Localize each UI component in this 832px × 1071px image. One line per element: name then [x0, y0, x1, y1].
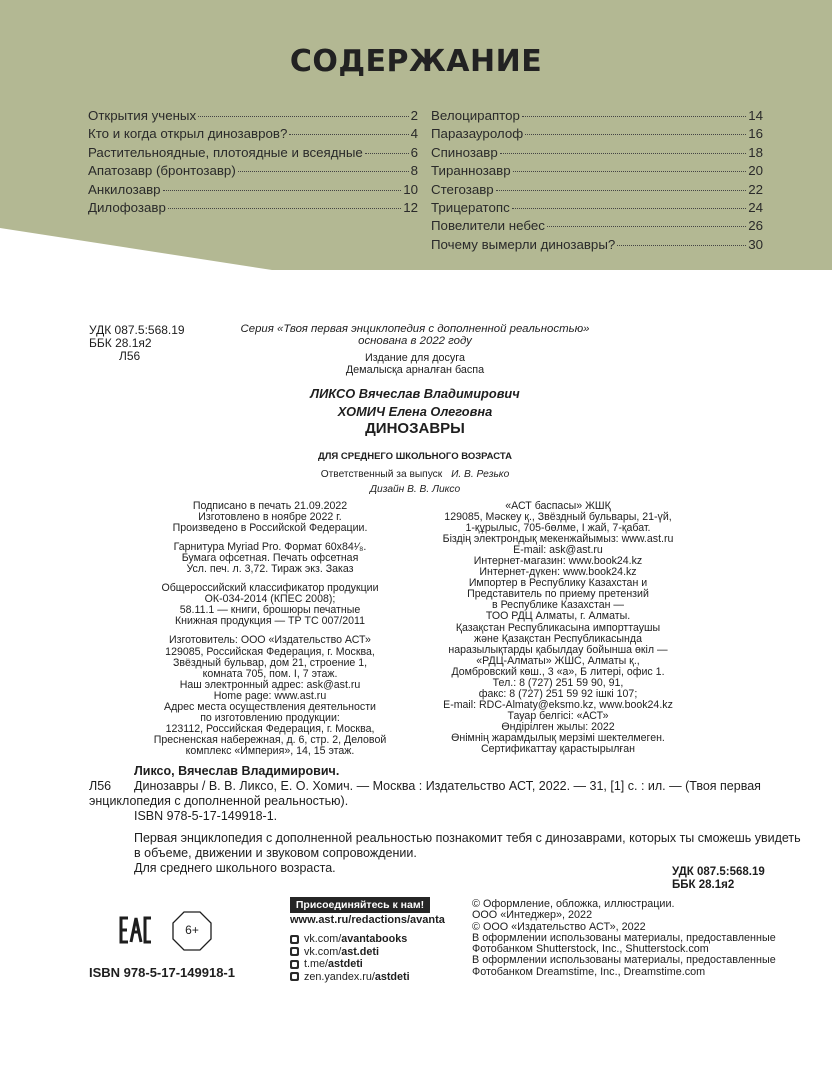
toc-entry-page: 16 [748, 126, 763, 142]
toc-entry-page: 6 [410, 144, 418, 160]
copyright-line: В оформлении использованы материалы, предоставленные [472, 931, 776, 944]
imprint-line: Наш электронный адрес: ask@ast.ru [179, 678, 361, 691]
author-1: ЛИКСО Вячеслав Владимирович [310, 386, 520, 401]
classification-block [89, 324, 185, 363]
imprint-line: Звёздный бульвар, дом 21, строение 1, [172, 656, 368, 669]
imprint-kz-line: Домбровский көш., 3 «а», Б литері, офис 1. [451, 665, 665, 678]
toc-entry-title: Велоцираптор [431, 108, 520, 123]
author-2: ХОМИЧ Елена Олеговна [337, 404, 493, 419]
responsible-editor [250, 467, 580, 482]
toc-entry-title: Апатозавр (бронтозавр) [88, 163, 236, 179]
series-line-2: основана в 2022 году [358, 335, 472, 348]
copyright-block [472, 898, 776, 978]
imprint-kz-line: Біздің электрондық мекенжайымыз: www.ast.ru [442, 533, 674, 546]
imprint-kz-line: 1-құрылыс, 705-бөлме, I жай, 7-қабат. [465, 522, 651, 535]
card-annotation-cont: в объеме, движении и звуковом сопровождении. [134, 846, 417, 860]
toc-entry-page: 2 [410, 108, 418, 123]
design-credit: Дизайн В. В. Ликсо [369, 484, 461, 495]
toc-leader-dots [168, 208, 401, 209]
toc-leader-dots [513, 171, 747, 172]
imprint-kz-line: наразылықтарды қабылдау бойынша өкіл — [448, 643, 668, 656]
toc-entry[interactable] [431, 218, 763, 236]
imprint-line: 129085, Российская Федерация, г. Москва, [165, 645, 375, 658]
toc-entry[interactable] [431, 126, 763, 144]
toc-entry[interactable] [431, 182, 763, 200]
toc-entry[interactable] [431, 108, 763, 126]
imprint-line: Книжная продукция — ТР ТС 007/2011 [175, 615, 365, 628]
telegram-icon [290, 960, 299, 969]
card-description-cont: энциклопедия с дополненной реальностью). [89, 794, 349, 808]
series-note [200, 323, 630, 347]
card-author: Ликсо, Вячеслав Владимирович. [134, 764, 340, 778]
card-description: Динозавры / В. В. Ликсо, Е. О. Хомич. — Москва : Издательство АСТ, 2022. — 31, [1] с. : ил. — (Твоя первая [134, 779, 761, 793]
toc-entry[interactable] [88, 163, 418, 181]
author-sign: Л56 [119, 349, 141, 363]
toc-left-column [88, 108, 418, 218]
toc-entry-page: 12 [403, 199, 418, 215]
social-link[interactable] [290, 946, 379, 958]
age-rating-label: 6+ [185, 923, 199, 937]
toc-leader-dots [512, 208, 746, 209]
toc-entry-page: 10 [403, 181, 418, 197]
authors-block [250, 385, 580, 421]
toc-entry[interactable] [431, 200, 763, 218]
copyright-line: © ООО «Издательство АСТ», 2022 [472, 920, 646, 933]
copyright-line: Фотобанком Shutterstock, Inc., Shutterstock.com [472, 943, 709, 956]
copyright-line: Фотобанком Dreamstime, Inc., Dreamstime.com [472, 965, 706, 978]
imprint-line: Общероссийский классификатор продукции [161, 582, 379, 595]
toc-entry[interactable] [88, 182, 418, 200]
toc-entry[interactable] [88, 200, 418, 218]
social-link-prefix: t.me/ [304, 958, 328, 970]
toc-entry-page: 20 [748, 163, 763, 179]
imprint-line: 58.11.1 — книги, брошюры печатные [179, 604, 361, 617]
toc-entry-page: 14 [748, 108, 763, 123]
catalog-card [89, 764, 801, 876]
social-link[interactable] [290, 971, 410, 983]
toc-entry-title: Спинозавр [431, 144, 498, 160]
edition-kz: Демалысқа арналған баспа [345, 364, 485, 377]
vk-icon [290, 947, 299, 956]
age-group: ДЛЯ СРЕДНЕГО ШКОЛЬНОГО ВОЗРАСТА [318, 451, 512, 462]
imprint-line: по изготовлению продукции: [200, 711, 340, 724]
imprint-line: Изготовлено в ноябре 2022 г. [198, 511, 342, 524]
toc-leader-dots [522, 116, 746, 117]
toc-leader-dots [525, 134, 746, 135]
toc-entry-title: Почему вымерли динозавры? [431, 236, 616, 252]
social-link-prefix: vk.com/ [304, 933, 342, 945]
toc-entry-title: Тираннозавр [431, 163, 511, 179]
toc-leader-dots [289, 134, 408, 135]
udk-code: УДК 087.5:568.19 [89, 323, 185, 337]
toc-entry-title: Растительноядные, плотоядные и всеядные [88, 144, 363, 160]
edition-ru: Издание для досуга [364, 352, 466, 364]
toc-entry[interactable] [431, 237, 763, 255]
toc-leader-dots [500, 153, 746, 154]
toc-leader-dots [547, 226, 746, 227]
toc-entry[interactable] [88, 126, 418, 144]
toc-entry-page: 24 [748, 199, 763, 215]
editor-label: Ответственный за выпуск [320, 469, 443, 480]
imprint-right [438, 501, 678, 755]
toc-leader-dots [163, 190, 402, 191]
imprint-kz-line: Сертификаттау қарастырылған [480, 743, 636, 756]
imprint-kz-line: факс: 8 (727) 251 59 92 ішкі 107; [478, 687, 638, 700]
copyright-line: ООО «Интеджер», 2022 [472, 909, 593, 922]
social-link-handle: astdeti [374, 970, 410, 983]
social-link[interactable] [290, 958, 363, 970]
card-isbn: ISBN 978-5-17-149918-1. [134, 809, 278, 823]
imprint-kz-line: ТОО РДЦ Алматы, г. Алматы. [485, 610, 631, 623]
imprint-line: Усл. печ. л. 3,72. Тираж экз. Заказ [186, 563, 354, 576]
copyright-line: © Оформление, обложка, иллюстрации. [472, 898, 675, 910]
imprint-kz-line: Представитель по приему претензий [467, 588, 649, 601]
imprint-kz-line: Өндірілген жылы: 2022 [501, 720, 615, 733]
imprint-line: ОК-034-2014 (КПЕС 2008); [204, 593, 336, 606]
toc-entry-title: Дилофозавр [88, 199, 166, 215]
social-link-prefix: vk.com/ [304, 945, 342, 958]
bbk-bottom-code: ББК 28.1я2 [672, 878, 735, 891]
toc-entry[interactable] [431, 163, 763, 181]
imprint-line: Произведено в Российской Федерации. [172, 522, 368, 535]
toc-entry-title: Анкилозавр [88, 181, 161, 197]
toc-entry-title: Кто и когда открыл динозавров? [88, 126, 288, 142]
zen-icon [290, 972, 299, 981]
card-annotation: Первая энциклопедия с дополненной реальностью познакомит тебя с динозаврами, которых ты сможешь увидеть [134, 831, 801, 845]
social-link-prefix: zen.yandex.ru/ [304, 970, 375, 983]
imprint-line: Адрес места осуществления деятельности [164, 700, 376, 713]
udk-bottom-code: УДК 087.5:568.19 [672, 866, 765, 878]
vk-icon [290, 935, 299, 944]
series-line-1: Серия «Твоя первая энциклопедия с дополненной реальностью» [240, 323, 590, 335]
toc-entry-page: 26 [748, 218, 763, 234]
book-title: ДИНОЗАВРЫ [365, 420, 465, 437]
toc-entry-page: 30 [748, 236, 763, 252]
imprint-kz-line: және Қазақстан Республикасында [474, 632, 642, 645]
imprint-kz-line: в Республике Казахстан — [492, 599, 624, 612]
toc-entry-page: 22 [748, 181, 763, 197]
toc-entry-page: 4 [410, 126, 418, 142]
imprint-line: Гарнитура Myriad Pro. Формат 60x84¹⁄₈. [173, 541, 367, 554]
toc-entry-title: Трицератопс [431, 199, 510, 215]
imprint-kz-line: «АСТ баспасы» ЖШҚ [505, 500, 611, 512]
copyright-line: В оформлении использованы материалы, предоставленные [472, 954, 776, 967]
imprint-kz-line: E-mail: ask@ast.ru [513, 544, 603, 557]
social-link-handle: astdeti [328, 958, 363, 970]
imprint-kz-line: Өнімнің жарамдылық мерзімі шектелмеген. [451, 731, 665, 744]
toc-leader-dots [496, 190, 747, 191]
imprint-kz-line: Тел.: 8 (727) 251 59 90, 91, [492, 676, 624, 689]
imprint-kz-line: Импортер в Республику Казахстан и [468, 577, 648, 590]
edition-type [300, 352, 530, 376]
toc-entry[interactable] [431, 145, 763, 163]
toc-entry-title: Стегозавр [431, 181, 494, 197]
responsible-block [250, 467, 580, 497]
bbk-code: ББК 28.1я2 [89, 336, 152, 350]
publisher-site-link[interactable]: www.ast.ru/redactions/avanta [290, 914, 445, 926]
isbn-barcode-label: ISBN 978-5-17-149918-1 [89, 965, 235, 980]
imprint-line: Бумага офсетная. Печать офсетная [181, 552, 359, 565]
join-us-banner: Присоединяйтесь к нам! [290, 897, 430, 913]
imprint-kz-line: «РДЦ-Алматы» ЖШС, Алматы қ., [476, 654, 640, 667]
toc-entry-title: Открытия ученых [88, 108, 197, 123]
social-link-handle: ast.deti [341, 945, 380, 958]
card-audience: Для среднего школьного возраста. [134, 861, 336, 875]
toc-leader-dots [238, 171, 409, 172]
toc-right-column [431, 108, 763, 255]
imprint-left [150, 501, 390, 757]
imprint-kz-line: E-mail: RDC-Almaty@eksmo.kz, www.book24.kz [443, 698, 673, 711]
toc-leader-dots [617, 245, 746, 246]
toc-leader-dots [365, 153, 409, 154]
toc-entry-title: Повелители небес [431, 218, 545, 234]
toc-entry-page: 8 [410, 163, 418, 179]
imprint-line: Home page: www.ast.ru [213, 689, 327, 702]
toc-entry[interactable] [88, 145, 418, 163]
imprint-kz-line: 129085, Мәскеу қ., Звёздный бульвары, 21-үй, [444, 511, 672, 524]
age-rating-badge [172, 911, 212, 951]
imprint-line: Подписано в печать 21.09.2022 [192, 500, 348, 512]
toc-leader-dots [198, 116, 408, 117]
social-link-handle: avantabooks [341, 933, 408, 945]
imprint-kz-line: Қазақстан Республикасына импорттаушы [455, 621, 661, 634]
card-code: Л56 [89, 779, 112, 793]
imprint-kz-line: Интернет-дүкен: www.book24.kz [479, 566, 637, 579]
social-link[interactable] [290, 933, 407, 945]
imprint-line: Пресненская набережная, д. 6, стр. 2, Деловой [153, 733, 387, 746]
eac-mark-icon [118, 912, 154, 948]
toc-title: СОДЕРЖАНИЕ [289, 44, 543, 79]
card-description-row [89, 779, 769, 794]
imprint-kz-line: Тауар белгісі: «АСТ» [507, 709, 609, 722]
toc-entry-page: 18 [748, 144, 763, 160]
toc-entry[interactable] [88, 108, 418, 126]
imprint-kz-line: Интернет-магазин: www.book24.kz [473, 555, 643, 568]
editor-name: И. В. Резько [451, 469, 510, 480]
imprint-line: 123112, Российская Федерация, г. Москва, [165, 722, 375, 735]
imprint-line: Изготовитель: ООО «Издательство АСТ» [169, 634, 371, 647]
udk-bottom [672, 866, 765, 891]
imprint-line: комплекс «Империя», 14, 15 этаж. [185, 744, 355, 757]
toc-entry-title: Паразауролоф [431, 126, 524, 142]
imprint-line: комната 705, пом. I, 7 этаж. [202, 667, 338, 680]
